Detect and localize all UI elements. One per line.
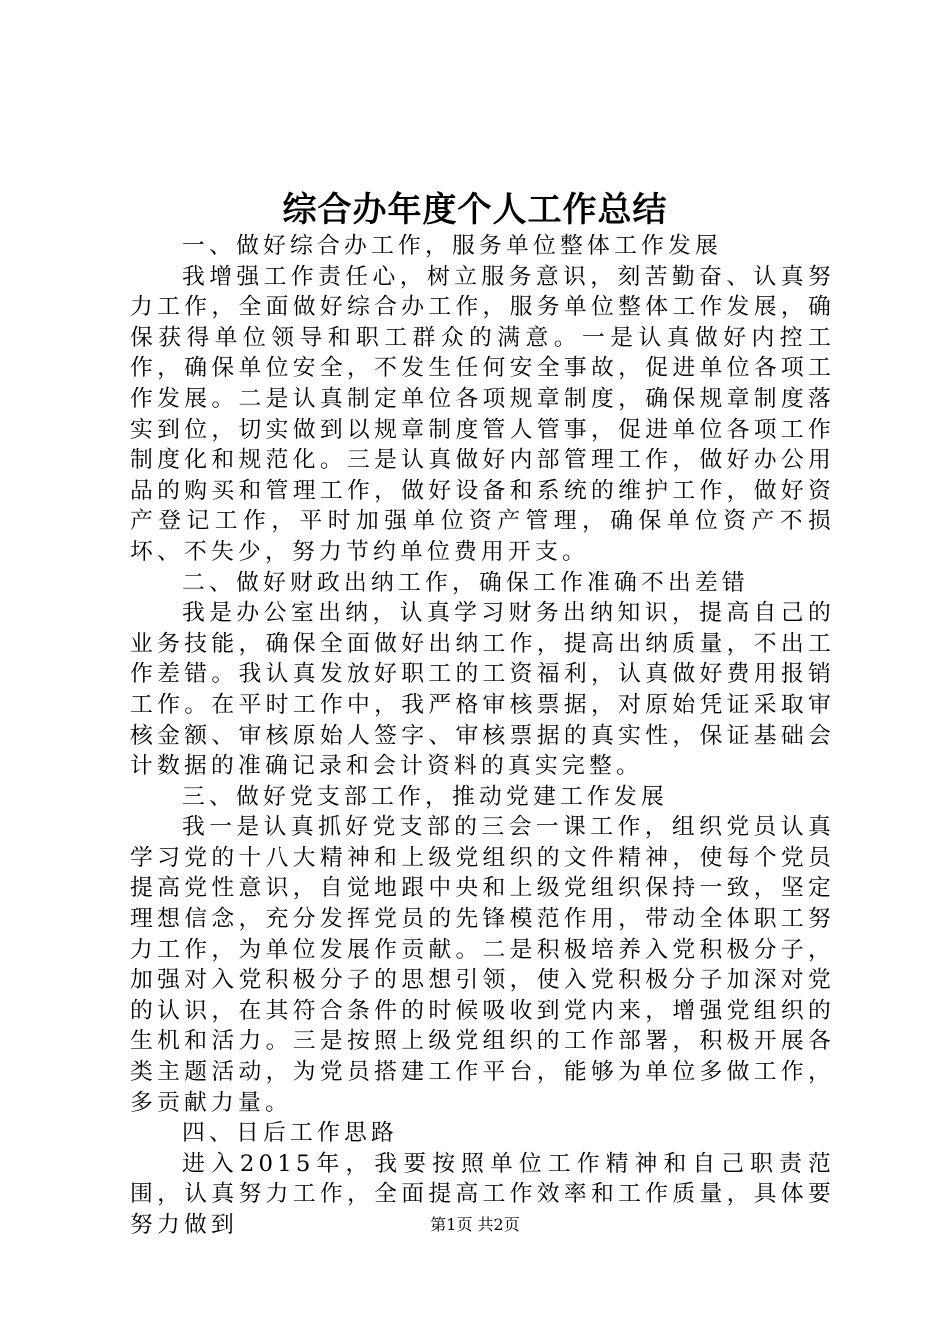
section-heading-1: 一、做好综合办工作，服务单位整体工作发展	[182, 233, 722, 259]
document-body	[130, 231, 835, 1241]
section-heading-4: 四、日后工作思路	[182, 1120, 398, 1147]
section-paragraph-3: 我一是认真抓好党支部的三会一课工作，组织党员认真学习党的十八大精神和上级党组织的文件精神，使每个党员提高党性意识，自觉地跟中央和上级党组织保持一致，坚定理想信念，充分发挥党员的先锋模范作用，带动全体职工努力工作，为单位发展作贡献。二是积极培养入党积极分子，加强对入党积极分子的思想引领，使入党积极分子加深对党的认识，在其符合条件的时候吸收到党内来，增强党组织的生机和活力。三是按照上级党组织的工作部署，积极开展各类主题活动，为党员搭建工作平台，能够为单位多做工作，多贡献力量。	[130, 814, 835, 1116]
section-paragraph-4: 进入2015年，我要按照单位工作精神和自己职责范围，认真努力工作，全面提高工作效率和工作质量，具体要努力做到	[130, 1150, 835, 1238]
section-heading-2: 二、做好财政出纳工作，确保工作准确不出差错	[182, 569, 749, 596]
section-heading-3: 三、做好党支部工作，推动党建工作发展	[182, 783, 668, 810]
section-paragraph-1: 我增强工作责任心，树立服务意识，刻苦勤奋、认真努力工作，全面做好综合办工作，服务单位整体工作发展，确保获得单位领导和职工群众的满意。一是认真做好内控工作，确保单位安全，不发生任何安全事故，促进单位各项工作发展。二是认真制定单位各项规章制度，确保规章制度落实到位，切实做到以规章制度管人管事，促进单位各项工作制度化和规范化。三是认真做好内部管理工作，做好办公用品的购买和管理工作，做好设备和系统的维护工作，做好资产登记工作，平时加强单位资产管理，确保单位资产不损坏、不失少，努力节约单位费用开支。	[130, 263, 835, 565]
section-paragraph-2: 我是办公室出纳，认真学习财务出纳知识，提高自己的业务技能，确保全面做好出纳工作，提高出纳质量，不出工作差错。我认真发放好职工的工资福利，认真做好费用报销工作。在平时工作中，我严格审核票据，对原始凭证采取审核金额、审核原始人签字、审核票据的真实性，保证基础会计数据的准确记录和会计资料的真实完整。	[130, 600, 835, 780]
page-title: 综合办年度个人工作总结	[282, 190, 668, 230]
page-footer: 第1页 共2页	[430, 1215, 520, 1234]
